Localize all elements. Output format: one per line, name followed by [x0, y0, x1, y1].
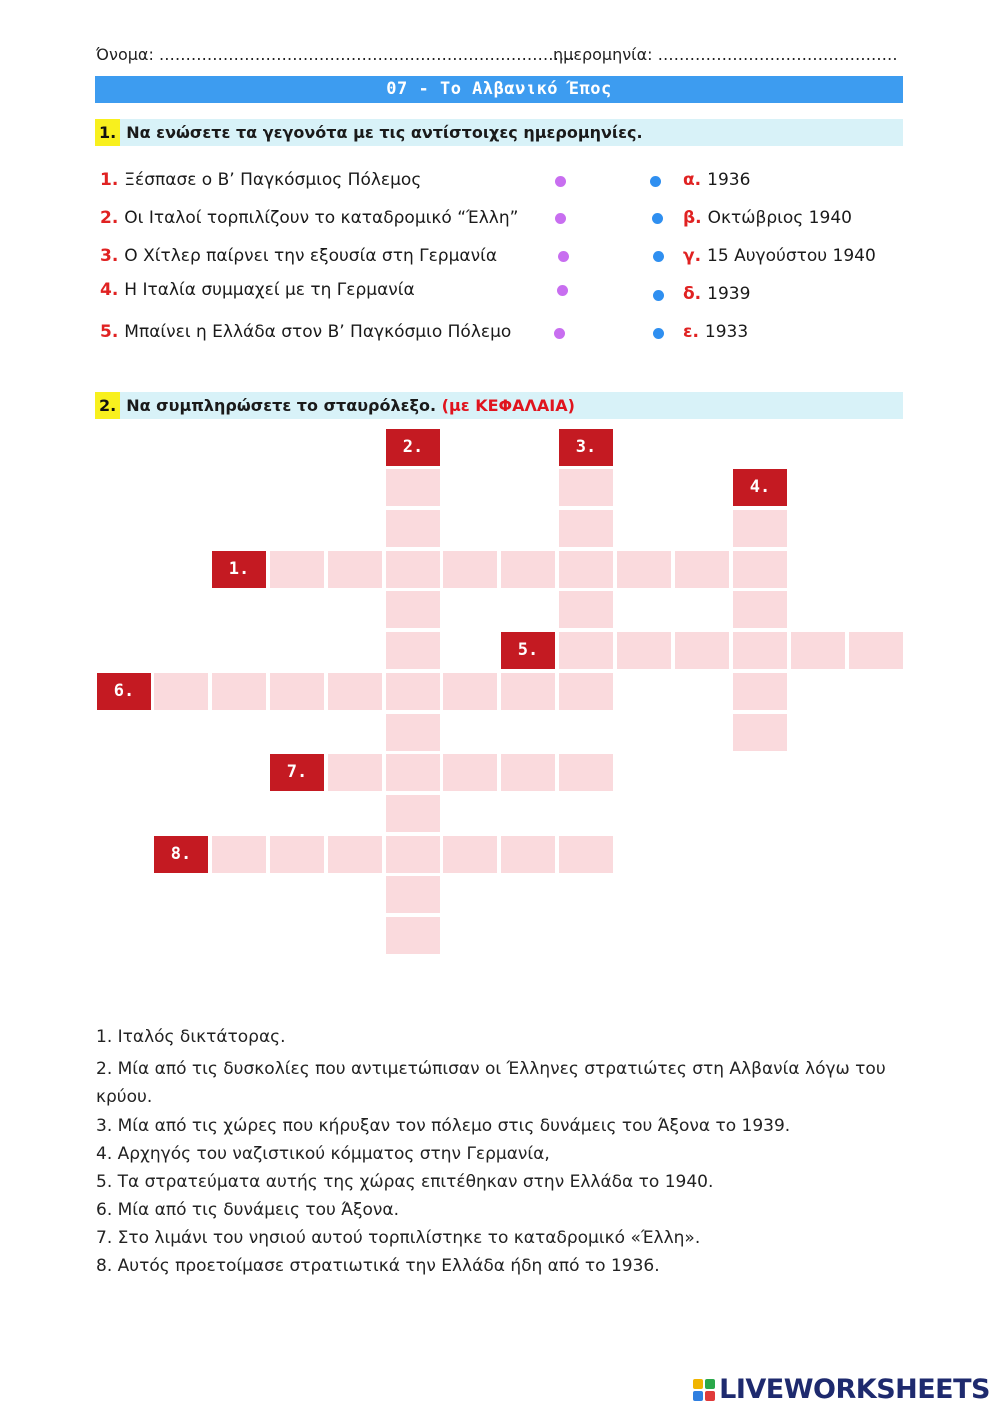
- crossword-cell[interactable]: [559, 469, 613, 506]
- match-left-dot-5[interactable]: [554, 328, 565, 339]
- name-field-label: Όνομα: ……………………………………………………………………: [96, 45, 575, 64]
- clue-3: 3. Μία από τις χώρες που κήρυξαν τον πόλεμο στις δυνάμεις του Άξονα το 1939.: [96, 1116, 791, 1136]
- match-left-item-4: [100, 280, 415, 300]
- match-left-dot-3[interactable]: [558, 251, 569, 262]
- match-left-item-3: [100, 246, 497, 266]
- crossword-cell[interactable]: [733, 714, 787, 751]
- crossword-number-5: 5.: [501, 632, 555, 669]
- crossword-cell[interactable]: [386, 591, 440, 628]
- crossword-cell[interactable]: [386, 632, 440, 669]
- crossword-cell[interactable]: [386, 836, 440, 873]
- crossword-cell[interactable]: [559, 754, 613, 791]
- match-right-text: 1933: [704, 322, 749, 342]
- crossword-cell[interactable]: [386, 469, 440, 506]
- match-right-item-1: [683, 170, 750, 190]
- match-right-letter: ε.: [683, 322, 699, 342]
- crossword-cell[interactable]: [675, 632, 729, 669]
- match-right-letter: γ.: [683, 246, 702, 266]
- crossword-cell[interactable]: [733, 510, 787, 547]
- clue-4: 4. Αρχηγός του ναζιστικού κόμματος στην Γερμανία,: [96, 1144, 550, 1164]
- liveworksheets-logo-text: LIVEWORKSHEETS: [719, 1374, 990, 1405]
- match-right-text: 1939: [707, 284, 751, 304]
- crossword-cell[interactable]: [791, 632, 845, 669]
- crossword-cell[interactable]: [501, 551, 555, 588]
- match-right-item-5: [683, 322, 748, 342]
- clue-7: 7. Στο λιμάνι του νησιού αυτού τορπιλίστηκε το καταδρομικό «Έλλη».: [96, 1228, 701, 1248]
- crossword-cell[interactable]: [270, 673, 324, 710]
- crossword-cell[interactable]: [386, 510, 440, 547]
- crossword-cell[interactable]: [270, 836, 324, 873]
- match-right-dot-5[interactable]: [653, 328, 664, 339]
- crossword-cell[interactable]: [733, 632, 787, 669]
- crossword-cell[interactable]: [559, 510, 613, 547]
- crossword-cell[interactable]: [559, 551, 613, 588]
- section-2-text: Να συμπληρώσετε το σταυρόλεξο.: [126, 396, 437, 415]
- match-right-letter: α.: [683, 170, 702, 190]
- clue-2: 2. Μία από τις δυσκολίες που αντιμετώπισαν οι Έλληνες στρατιώτες στη Αλβανία λόγω του κρύου.: [96, 1059, 886, 1107]
- match-right-item-4: [683, 284, 750, 304]
- crossword-cell[interactable]: [212, 836, 266, 873]
- crossword-number-6: 6.: [97, 673, 151, 710]
- match-right-dot-4[interactable]: [653, 290, 664, 301]
- crossword-cell[interactable]: [443, 754, 497, 791]
- match-left-num: 1.: [100, 170, 119, 190]
- crossword-cell[interactable]: [443, 836, 497, 873]
- match-right-text: 1936: [707, 170, 751, 190]
- clue-5: 5. Τα στρατεύματα αυτής της χώρας επιτέθηκαν στην Ελλάδα το 1940.: [96, 1172, 714, 1192]
- match-left-text: Ξέσπασε ο Β’ Παγκόσμιος Πόλεμος: [124, 170, 422, 190]
- section-1-heading: [95, 119, 903, 146]
- match-left-item-5: [100, 322, 511, 342]
- crossword-cell[interactable]: [328, 673, 382, 710]
- match-left-dot-4[interactable]: [557, 285, 568, 296]
- match-right-item-2: [683, 208, 852, 228]
- crossword-cell[interactable]: [212, 673, 266, 710]
- liveworksheets-logo: [693, 1374, 990, 1405]
- crossword-cell[interactable]: [386, 673, 440, 710]
- crossword-number-3: 3.: [559, 429, 613, 466]
- section-2-number: 2.: [95, 392, 120, 419]
- match-right-text: Οκτώβριος 1940: [707, 208, 852, 228]
- crossword-cell[interactable]: [675, 551, 729, 588]
- crossword-cell[interactable]: [559, 632, 613, 669]
- crossword-cell[interactable]: [328, 836, 382, 873]
- clue-8: 8. Αυτός προετοίμασε στρατιωτικά την Ελλάδα ήδη από το 1936.: [96, 1256, 660, 1276]
- match-left-num: 4.: [100, 280, 119, 300]
- match-left-text: Οι Ιταλοί τορπιλίζουν το καταδρομικό “Έλλη”: [124, 208, 519, 228]
- crossword-cell[interactable]: [328, 551, 382, 588]
- match-right-item-3: [683, 246, 876, 266]
- match-left-num: 3.: [100, 246, 119, 266]
- match-left-text: Η Ιταλία συμμαχεί με τη Γερμανία: [124, 280, 415, 300]
- crossword-cell[interactable]: [386, 795, 440, 832]
- clue-6: 6. Μία από τις δυνάμεις του Άξονα.: [96, 1200, 399, 1220]
- match-left-item-2: [100, 208, 518, 228]
- crossword-cell[interactable]: [386, 714, 440, 751]
- match-left-num: 5.: [100, 322, 119, 342]
- crossword-cell[interactable]: [443, 551, 497, 588]
- match-right-text: 15 Αυγούστου 1940: [707, 246, 876, 266]
- crossword-cell[interactable]: [328, 754, 382, 791]
- date-field-label: ημερομηνία: ………………………………………: [553, 45, 898, 64]
- crossword-cell[interactable]: [617, 632, 671, 669]
- section-2-heading: [95, 392, 903, 419]
- match-right-dot-2[interactable]: [652, 213, 663, 224]
- crossword-cell[interactable]: [386, 876, 440, 913]
- match-right-dot-1[interactable]: [650, 176, 661, 187]
- section-1-number: 1.: [95, 119, 120, 146]
- match-right-dot-3[interactable]: [653, 251, 664, 262]
- match-left-text: Μπαίνει η Ελλάδα στον Β’ Παγκόσμιο Πόλεμο: [124, 322, 512, 342]
- crossword-number-7: 7.: [270, 754, 324, 791]
- crossword-cell[interactable]: [733, 673, 787, 710]
- crossword-cell[interactable]: [386, 754, 440, 791]
- crossword-cell[interactable]: [501, 754, 555, 791]
- crossword-cell[interactable]: [501, 673, 555, 710]
- crossword-cell[interactable]: [559, 836, 613, 873]
- crossword-cell[interactable]: [386, 551, 440, 588]
- crossword-cell[interactable]: [154, 673, 208, 710]
- liveworksheets-logo-mark-icon: [693, 1379, 715, 1401]
- crossword-cell[interactable]: [559, 673, 613, 710]
- match-left-dot-2[interactable]: [555, 213, 566, 224]
- section-1-text: Να ενώσετε τα γεγονότα με τις αντίστοιχες ημερομηνίες.: [126, 123, 643, 142]
- worksheet-title: 07 - Το Αλβανικό Έπος: [95, 76, 903, 103]
- match-left-num: 2.: [100, 208, 119, 228]
- crossword-cell[interactable]: [443, 673, 497, 710]
- crossword-cell[interactable]: [270, 551, 324, 588]
- match-left-item-1: [100, 170, 421, 190]
- crossword-cell[interactable]: [733, 551, 787, 588]
- crossword-cell[interactable]: [559, 591, 613, 628]
- section-2-note: (με ΚΕΦΑΛΑΙΑ): [441, 396, 575, 415]
- crossword-number-2: 2.: [386, 429, 440, 466]
- match-right-letter: β.: [683, 208, 702, 228]
- crossword-cell[interactable]: [733, 591, 787, 628]
- crossword-number-1: 1.: [212, 551, 266, 588]
- crossword-cell[interactable]: [617, 551, 671, 588]
- clue-1: 1. Ιταλός δικτάτορας.: [96, 1027, 286, 1047]
- match-right-letter: δ.: [683, 284, 702, 304]
- crossword-number-4: 4.: [733, 469, 787, 506]
- match-left-dot-1[interactable]: [555, 176, 566, 187]
- match-left-text: Ο Χίτλερ παίρνει την εξουσία στη Γερμανία: [124, 246, 498, 266]
- crossword-cell[interactable]: [501, 836, 555, 873]
- crossword-number-8: 8.: [154, 836, 208, 873]
- crossword-cell[interactable]: [386, 917, 440, 954]
- crossword-cell[interactable]: [849, 632, 903, 669]
